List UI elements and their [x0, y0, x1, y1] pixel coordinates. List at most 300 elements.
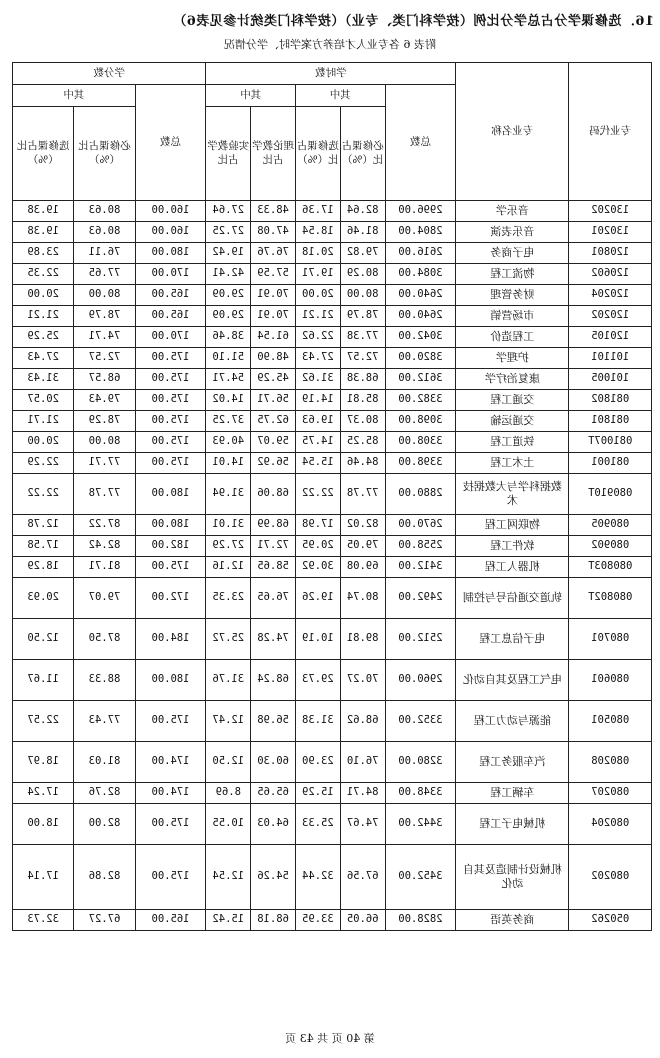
row-code: 130201: [569, 222, 652, 243]
row-credits-total: 180.00: [135, 243, 206, 264]
row-hours-required-pct: 69.08: [340, 557, 385, 578]
row-name: 软件工程: [456, 536, 569, 557]
row-hours-elective-pct: 19.26: [295, 578, 340, 619]
row-credits-total: 170.00: [135, 327, 206, 348]
row-hours-elective-pct: 21.21: [295, 306, 340, 327]
row-hours-total: 3098.00: [385, 411, 456, 432]
section-title: 16．选修课学分占总学分比例（按学科门类、专业）（按学科门类统计参见表6）: [172, 14, 654, 29]
row-practice-pct: 42.41: [206, 264, 251, 285]
row-credits-required-pct: 79.07: [74, 578, 135, 619]
row-practice-pct: 38.46: [206, 327, 251, 348]
row-hours-required-pct: 67.56: [340, 845, 385, 910]
row-name: 音乐表演: [456, 222, 569, 243]
row-name: 能源与动力工程: [456, 701, 569, 742]
row-hours-total: 3398.00: [385, 453, 456, 474]
row-code: 080208: [569, 742, 652, 783]
row-code: 080902: [569, 536, 652, 557]
row-credits-required-pct: 76.11: [74, 243, 135, 264]
row-name: 汽车服务工程: [456, 742, 569, 783]
row-practice-pct: 14.01: [206, 453, 251, 474]
row-hours-elective-pct: 18.54: [295, 222, 340, 243]
row-practice-pct: 51.10: [206, 348, 251, 369]
row-credits-total: 172.00: [135, 578, 206, 619]
table-row: [13, 222, 652, 243]
header-credits-required: 必修课占比（%）: [74, 107, 135, 201]
table-row: [13, 306, 652, 327]
row-hours-elective-pct: 17.98: [295, 515, 340, 536]
row-practice-pct: 12.54: [206, 845, 251, 910]
row-credits-total: 175.00: [135, 390, 206, 411]
row-hours-required-pct: 80.74: [340, 578, 385, 619]
row-credits-total: 175.00: [135, 348, 206, 369]
row-practice-pct: 14.02: [206, 390, 251, 411]
header-hours-group: 学时数: [206, 63, 456, 85]
row-hours-total: 2640.00: [385, 306, 456, 327]
row-credits-required-pct: 80.00: [74, 432, 135, 453]
row-hours-elective-pct: 15.29: [295, 783, 340, 804]
header-practice: 实验教学占比: [206, 107, 251, 201]
row-code: 101101: [569, 348, 652, 369]
row-theory-pct: 68.99: [251, 515, 296, 536]
row-theory-pct: 48.90: [251, 348, 296, 369]
row-theory-pct: 48.33: [251, 201, 296, 222]
row-hours-required-pct: 76.10: [340, 742, 385, 783]
row-credits-total: 165.00: [135, 306, 206, 327]
row-hours-total: 3348.00: [385, 783, 456, 804]
row-theory-pct: 59.07: [251, 432, 296, 453]
row-name: 土木工程: [456, 453, 569, 474]
row-hours-elective-pct: 22.22: [295, 474, 340, 515]
row-credits-total: 165.00: [135, 910, 206, 931]
row-name: 音乐学: [456, 201, 569, 222]
row-credits-total: 175.00: [135, 432, 206, 453]
credits-hours-table: [12, 62, 652, 931]
table-row: [13, 474, 652, 515]
row-hours-elective-pct: 19.63: [295, 411, 340, 432]
row-name: 工程造价: [456, 327, 569, 348]
table-row: [13, 660, 652, 701]
row-code: 050262: [569, 910, 652, 931]
row-practice-pct: 12.47: [206, 701, 251, 742]
row-name: 铁道工程: [456, 432, 569, 453]
row-hours-required-pct: 77.38: [340, 327, 385, 348]
row-credits-elective-pct: 18.97: [13, 742, 74, 783]
row-hours-elective-pct: 14.75: [295, 432, 340, 453]
row-name: 电子信息工程: [456, 619, 569, 660]
table-row: [13, 557, 652, 578]
row-credits-required-pct: 68.57: [74, 369, 135, 390]
row-credits-elective-pct: 20.00: [13, 285, 74, 306]
row-hours-elective-pct: 20.18: [295, 243, 340, 264]
row-practice-pct: 31.76: [206, 660, 251, 701]
row-credits-elective-pct: 11.67: [13, 660, 74, 701]
header-among-3: 其中: [13, 85, 136, 107]
row-hours-elective-pct: 15.54: [295, 453, 340, 474]
table-body: [13, 201, 652, 931]
row-hours-total: 2880.00: [385, 474, 456, 515]
row-credits-required-pct: 82.42: [74, 536, 135, 557]
row-practice-pct: 12.16: [206, 557, 251, 578]
row-credits-total: 175.00: [135, 369, 206, 390]
row-name: 交通运输: [456, 411, 569, 432]
row-code: 080803T: [569, 557, 652, 578]
header-among-2: 其中: [206, 85, 296, 107]
row-theory-pct: 54.26: [251, 845, 296, 910]
header-hours-elective: 选修课占比（%）: [295, 107, 340, 201]
header-credits-group: 学分数: [13, 63, 206, 85]
row-code: 120204: [569, 285, 652, 306]
row-credits-elective-pct: 20.93: [13, 578, 74, 619]
row-hours-required-pct: 66.05: [340, 910, 385, 931]
row-credits-total: 175.00: [135, 804, 206, 845]
row-credits-required-pct: 78.29: [74, 411, 135, 432]
table-row: [13, 264, 652, 285]
table-row: [13, 783, 652, 804]
row-hours-total: 3452.00: [385, 845, 456, 910]
row-credits-total: 174.00: [135, 742, 206, 783]
row-code: 101005: [569, 369, 652, 390]
row-code: 120801: [569, 243, 652, 264]
row-name: 电子商务: [456, 243, 569, 264]
row-credits-elective-pct: 18.29: [13, 557, 74, 578]
row-hours-elective-pct: 19.71: [295, 264, 340, 285]
row-credits-required-pct: 77.43: [74, 701, 135, 742]
row-hours-required-pct: 80.00: [340, 285, 385, 306]
row-hours-total: 2996.00: [385, 201, 456, 222]
row-hours-total: 3352.00: [385, 701, 456, 742]
row-practice-pct: 31.01: [206, 515, 251, 536]
row-credits-elective-pct: 12.78: [13, 515, 74, 536]
table-row: [13, 243, 652, 264]
header-hours-total: 总数: [385, 85, 456, 201]
row-hours-required-pct: 70.27: [340, 660, 385, 701]
row-credits-required-pct: 80.63: [74, 222, 135, 243]
row-credits-total: 180.00: [135, 660, 206, 701]
row-hours-elective-pct: 27.43: [295, 348, 340, 369]
table-row: [13, 285, 652, 306]
row-credits-total: 170.00: [135, 264, 206, 285]
row-code: 120105: [569, 327, 652, 348]
row-credits-elective-pct: 17.24: [13, 783, 74, 804]
row-credits-elective-pct: 21.21: [13, 306, 74, 327]
row-hours-total: 3442.00: [385, 804, 456, 845]
row-hours-required-pct: 80.37: [340, 411, 385, 432]
row-hours-elective-pct: 32.44: [295, 845, 340, 910]
row-credits-total: 165.00: [135, 285, 206, 306]
row-code: 080905: [569, 515, 652, 536]
header-among-1: 其中: [295, 85, 385, 107]
row-credits-required-pct: 82.76: [74, 783, 135, 804]
row-credits-required-pct: 77.78: [74, 474, 135, 515]
row-theory-pct: 68.06: [251, 474, 296, 515]
row-name: 车辆工程: [456, 783, 569, 804]
row-practice-pct: 15.42: [206, 910, 251, 931]
row-credits-elective-pct: 20.00: [13, 432, 74, 453]
row-name: 康复治疗学: [456, 369, 569, 390]
row-credits-required-pct: 72.57: [74, 348, 135, 369]
row-hours-total: 2512.00: [385, 619, 456, 660]
row-credits-total: 180.00: [135, 474, 206, 515]
row-hours-total: 3820.00: [385, 348, 456, 369]
row-practice-pct: 29.09: [206, 306, 251, 327]
row-code: 130202: [569, 201, 652, 222]
row-credits-elective-pct: 21.71: [13, 411, 74, 432]
table-row: [13, 536, 652, 557]
row-hours-total: 3412.00: [385, 557, 456, 578]
row-credits-elective-pct: 18.00: [13, 804, 74, 845]
row-hours-required-pct: 68.38: [340, 369, 385, 390]
row-credits-required-pct: 87.50: [74, 619, 135, 660]
row-hours-elective-pct: 20.95: [295, 536, 340, 557]
row-hours-required-pct: 85.25: [340, 432, 385, 453]
row-hours-total: 3612.00: [385, 369, 456, 390]
row-code: 080910T: [569, 474, 652, 515]
row-theory-pct: 57.59: [251, 264, 296, 285]
row-hours-elective-pct: 33.95: [295, 910, 340, 931]
row-credits-elective-pct: 25.29: [13, 327, 74, 348]
row-practice-pct: 8.69: [206, 783, 251, 804]
row-hours-total: 2960.00: [385, 660, 456, 701]
row-credits-total: 175.00: [135, 453, 206, 474]
row-credits-required-pct: 87.22: [74, 515, 135, 536]
row-code: 120602: [569, 264, 652, 285]
row-hours-required-pct: 80.29: [340, 264, 385, 285]
row-hours-required-pct: 79.82: [340, 243, 385, 264]
row-hours-total: 2804.00: [385, 222, 456, 243]
row-hours-elective-pct: 31.62: [295, 369, 340, 390]
row-hours-total: 3042.00: [385, 327, 456, 348]
row-credits-elective-pct: 19.38: [13, 201, 74, 222]
table-row: [13, 515, 652, 536]
row-name: 商务英语: [456, 910, 569, 931]
row-name: 交通工程: [456, 390, 569, 411]
row-name: 物流工程: [456, 264, 569, 285]
row-credits-required-pct: 88.33: [74, 660, 135, 701]
row-credits-elective-pct: 23.89: [13, 243, 74, 264]
row-credits-required-pct: 78.79: [74, 306, 135, 327]
row-hours-total: 2616.00: [385, 243, 456, 264]
row-credits-required-pct: 81.03: [74, 742, 135, 783]
row-credits-required-pct: 80.63: [74, 201, 135, 222]
row-name: 护理学: [456, 348, 569, 369]
row-theory-pct: 68.24: [251, 660, 296, 701]
row-theory-pct: 56.92: [251, 453, 296, 474]
row-hours-elective-pct: 17.36: [295, 201, 340, 222]
table-row: [13, 453, 652, 474]
row-theory-pct: 58.65: [251, 557, 296, 578]
row-credits-required-pct: 67.27: [74, 910, 135, 931]
row-credits-required-pct: 82.86: [74, 845, 135, 910]
row-hours-elective-pct: 14.19: [295, 390, 340, 411]
row-theory-pct: 76.76: [251, 243, 296, 264]
row-credits-required-pct: 80.00: [74, 285, 135, 306]
row-name: 机械电子工程: [456, 804, 569, 845]
row-hours-total: 3280.00: [385, 742, 456, 783]
row-name: 机械设计制造及其自动化: [456, 845, 569, 910]
row-theory-pct: 64.03: [251, 804, 296, 845]
row-practice-pct: 19.42: [206, 243, 251, 264]
row-code: 080802T: [569, 578, 652, 619]
row-theory-pct: 61.54: [251, 327, 296, 348]
page-footer: 第 40 页 共 43 页: [285, 1032, 375, 1045]
row-hours-total: 3308.00: [385, 432, 456, 453]
table-row: [13, 432, 652, 453]
row-hours-total: 2640.00: [385, 285, 456, 306]
row-credits-elective-pct: 22.22: [13, 474, 74, 515]
row-hours-elective-pct: 23.90: [295, 742, 340, 783]
row-hours-total: 3382.00: [385, 390, 456, 411]
row-credits-total: 175.00: [135, 557, 206, 578]
row-code: 081001: [569, 453, 652, 474]
row-credits-required-pct: 81.71: [74, 557, 135, 578]
row-theory-pct: 72.71: [251, 536, 296, 557]
row-practice-pct: 37.25: [206, 411, 251, 432]
row-practice-pct: 31.94: [206, 474, 251, 515]
table-caption: 附表 6 各专业人才培养方案学时、学分情况: [224, 38, 436, 51]
row-credits-total: 160.00: [135, 222, 206, 243]
row-credits-elective-pct: 27.43: [13, 348, 74, 369]
row-hours-total: 2492.00: [385, 578, 456, 619]
row-credits-required-pct: 82.00: [74, 804, 135, 845]
row-name: 机器人工程: [456, 557, 569, 578]
row-credits-required-pct: 77.65: [74, 264, 135, 285]
row-hours-required-pct: 81.46: [340, 222, 385, 243]
row-hours-total: 2558.00: [385, 536, 456, 557]
row-credits-elective-pct: 22.29: [13, 453, 74, 474]
row-credits-required-pct: 79.43: [74, 390, 135, 411]
row-credits-elective-pct: 22.35: [13, 264, 74, 285]
row-hours-required-pct: 72.57: [340, 348, 385, 369]
row-credits-elective-pct: 12.50: [13, 619, 74, 660]
row-theory-pct: 56.98: [251, 701, 296, 742]
row-hours-elective-pct: 22.62: [295, 327, 340, 348]
row-theory-pct: 65.65: [251, 783, 296, 804]
table-row: [13, 369, 652, 390]
row-practice-pct: 54.71: [206, 369, 251, 390]
row-theory-pct: 70.91: [251, 306, 296, 327]
row-theory-pct: 56.71: [251, 390, 296, 411]
table-row: [13, 619, 652, 660]
header-name: 专业名称: [456, 63, 569, 201]
row-hours-elective-pct: 20.00: [295, 285, 340, 306]
row-code: 080202: [569, 845, 652, 910]
table-row: [13, 411, 652, 432]
row-name: 市场营销: [456, 306, 569, 327]
row-credits-total: 175.00: [135, 411, 206, 432]
header-theory: 理论教学占比: [251, 107, 296, 201]
row-hours-required-pct: 85.81: [340, 390, 385, 411]
row-credits-total: 184.00: [135, 619, 206, 660]
row-code: 120202: [569, 306, 652, 327]
row-credits-total: 180.00: [135, 515, 206, 536]
row-hours-required-pct: 84.46: [340, 453, 385, 474]
row-theory-pct: 60.30: [251, 742, 296, 783]
header-credits-elective: 选修课占比（%）: [13, 107, 74, 201]
table-row: [13, 578, 652, 619]
table-row: [13, 742, 652, 783]
table-row: [13, 201, 652, 222]
table-row: [13, 910, 652, 931]
row-practice-pct: 23.35: [206, 578, 251, 619]
row-practice-pct: 40.93: [206, 432, 251, 453]
row-credits-required-pct: 77.71: [74, 453, 135, 474]
row-hours-required-pct: 82.64: [340, 201, 385, 222]
row-hours-elective-pct: 10.19: [295, 619, 340, 660]
row-credits-total: 182.00: [135, 536, 206, 557]
row-code: 080701: [569, 619, 652, 660]
row-hours-total: 2828.00: [385, 910, 456, 931]
row-name: 物联网工程: [456, 515, 569, 536]
row-hours-required-pct: 84.71: [340, 783, 385, 804]
row-hours-total: 2670.00: [385, 515, 456, 536]
row-practice-pct: 10.55: [206, 804, 251, 845]
row-credits-total: 174.00: [135, 783, 206, 804]
row-hours-required-pct: 82.02: [340, 515, 385, 536]
row-hours-required-pct: 79.05: [340, 536, 385, 557]
row-theory-pct: 62.75: [251, 411, 296, 432]
row-code: 080204: [569, 804, 652, 845]
row-credits-total: 175.00: [135, 701, 206, 742]
table-row: [13, 701, 652, 742]
row-credits-elective-pct: 20.57: [13, 390, 74, 411]
header-code: 专业代码: [569, 63, 652, 201]
row-theory-pct: 45.29: [251, 369, 296, 390]
table-row: [13, 804, 652, 845]
row-credits-elective-pct: 31.43: [13, 369, 74, 390]
row-credits-elective-pct: 32.73: [13, 910, 74, 931]
header-hours-required: 必修课占比（%）: [340, 107, 385, 201]
row-name: 财务管理: [456, 285, 569, 306]
row-practice-pct: 12.50: [206, 742, 251, 783]
table-row: [13, 845, 652, 910]
row-hours-required-pct: 78.79: [340, 306, 385, 327]
row-hours-required-pct: 74.67: [340, 804, 385, 845]
row-practice-pct: 25.72: [206, 619, 251, 660]
row-theory-pct: 76.65: [251, 578, 296, 619]
row-credits-elective-pct: 22.57: [13, 701, 74, 742]
table-row: [13, 348, 652, 369]
header-credits-total: 总数: [135, 85, 206, 201]
row-hours-elective-pct: 25.33: [295, 804, 340, 845]
row-hours-elective-pct: 30.92: [295, 557, 340, 578]
row-hours-required-pct: 68.62: [340, 701, 385, 742]
row-code: 081007T: [569, 432, 652, 453]
row-theory-pct: 47.08: [251, 222, 296, 243]
row-credits-total: 160.00: [135, 201, 206, 222]
row-credits-elective-pct: 19.38: [13, 222, 74, 243]
row-hours-elective-pct: 31.38: [295, 701, 340, 742]
row-hours-required-pct: 89.81: [340, 619, 385, 660]
row-code: 081801: [569, 411, 652, 432]
row-credits-total: 175.00: [135, 845, 206, 910]
row-code: 080601: [569, 660, 652, 701]
row-practice-pct: 27.29: [206, 536, 251, 557]
row-name: 电气工程及其自动化: [456, 660, 569, 701]
table-row: [13, 390, 652, 411]
row-credits-elective-pct: 17.14: [13, 845, 74, 910]
row-hours-total: 3084.00: [385, 264, 456, 285]
row-credits-elective-pct: 17.58: [13, 536, 74, 557]
row-practice-pct: 29.09: [206, 285, 251, 306]
row-name: 轨道交通信号与控制: [456, 578, 569, 619]
row-code: 081802: [569, 390, 652, 411]
row-hours-elective-pct: 29.73: [295, 660, 340, 701]
row-code: 080207: [569, 783, 652, 804]
row-hours-required-pct: 77.78: [340, 474, 385, 515]
row-credits-required-pct: 74.71: [74, 327, 135, 348]
row-theory-pct: 68.18: [251, 910, 296, 931]
table-row: [13, 327, 652, 348]
